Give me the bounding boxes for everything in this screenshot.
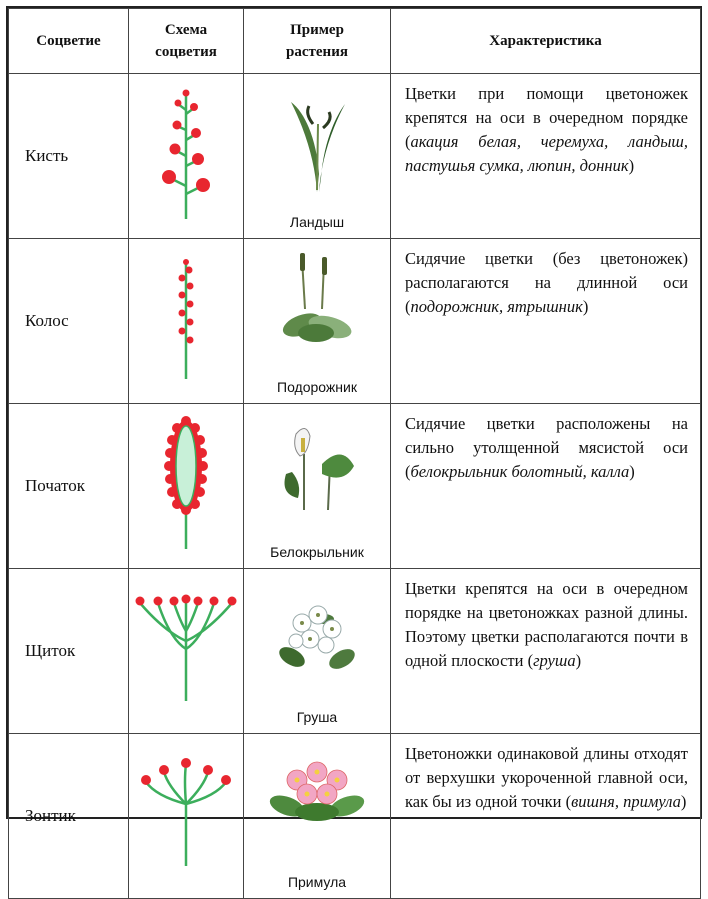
spike-diagram (156, 254, 216, 384)
inflorescence-name: Щиток (9, 569, 129, 734)
corymb-scheme (129, 569, 244, 734)
plantain-image (272, 249, 362, 349)
header-row (9, 9, 701, 74)
plant-cell (244, 239, 391, 404)
characteristic-text: Цветки при помощи цветоножек крепятся на оси в очередном порядке (акация белая, черемуха, ландыш, пастушья сумка, люпин, донник) (391, 74, 701, 239)
pear-blossom-image (272, 579, 362, 679)
plant-label: Примула (287, 874, 347, 890)
characteristic-text: Цветоножки одинаковой длины отходят от верхушки укороченной главной оси, как бы из одной точки (вишня, примула) (391, 734, 701, 899)
characteristic-text: Цветки крепятся на оси в очередном порядке на цветоножках разной длины. Поэтому цветки располагаются почти в одной плоскости (груша) (391, 569, 701, 734)
raceme-scheme (129, 74, 244, 239)
lily-of-the-valley-image (277, 84, 357, 194)
characteristic-text: Сидячие цветки расположены на сильно утолщенной мясистой оси (белокрыльник болотный, калла) (391, 404, 701, 569)
spadix-diagram (156, 414, 216, 554)
table-row (9, 404, 701, 569)
corymb-diagram (134, 591, 239, 706)
header-inflorescence: Соцветие (9, 9, 129, 74)
plant-cell (244, 734, 391, 899)
plant-cell (244, 404, 391, 569)
raceme-diagram (156, 84, 216, 224)
spike-scheme (129, 239, 244, 404)
umbel-diagram (134, 756, 239, 871)
plant-cell (244, 74, 391, 239)
primrose-image (267, 744, 367, 839)
inflorescence-table (6, 6, 702, 890)
plant-cell (244, 569, 391, 734)
table-row (9, 734, 701, 899)
plant-label: Белокрыльник (270, 544, 364, 560)
umbel-scheme (129, 734, 244, 899)
header-characteristic: Характеристика (391, 9, 701, 74)
calla-image (272, 414, 362, 514)
table-row (9, 239, 701, 404)
plant-label: Подорожник (277, 379, 357, 395)
inflorescence-name: Початок (9, 404, 129, 569)
spadix-scheme (129, 404, 244, 569)
inflorescence-name: Кисть (9, 74, 129, 239)
characteristic-text: Сидячие цветки (без цветоножек) располагаются на длинной оси (подорожник, ятрышник) (391, 239, 701, 404)
table-row (9, 74, 701, 239)
header-plant-example: Пример растения (244, 9, 391, 74)
header-scheme: Схема соцветия (129, 9, 244, 74)
plant-label: Груша (296, 709, 338, 725)
inflorescence-name: Колос (9, 239, 129, 404)
inflorescence-name: Зонтик (9, 734, 129, 899)
table-row (9, 569, 701, 734)
plant-label: Ландыш (289, 214, 345, 230)
